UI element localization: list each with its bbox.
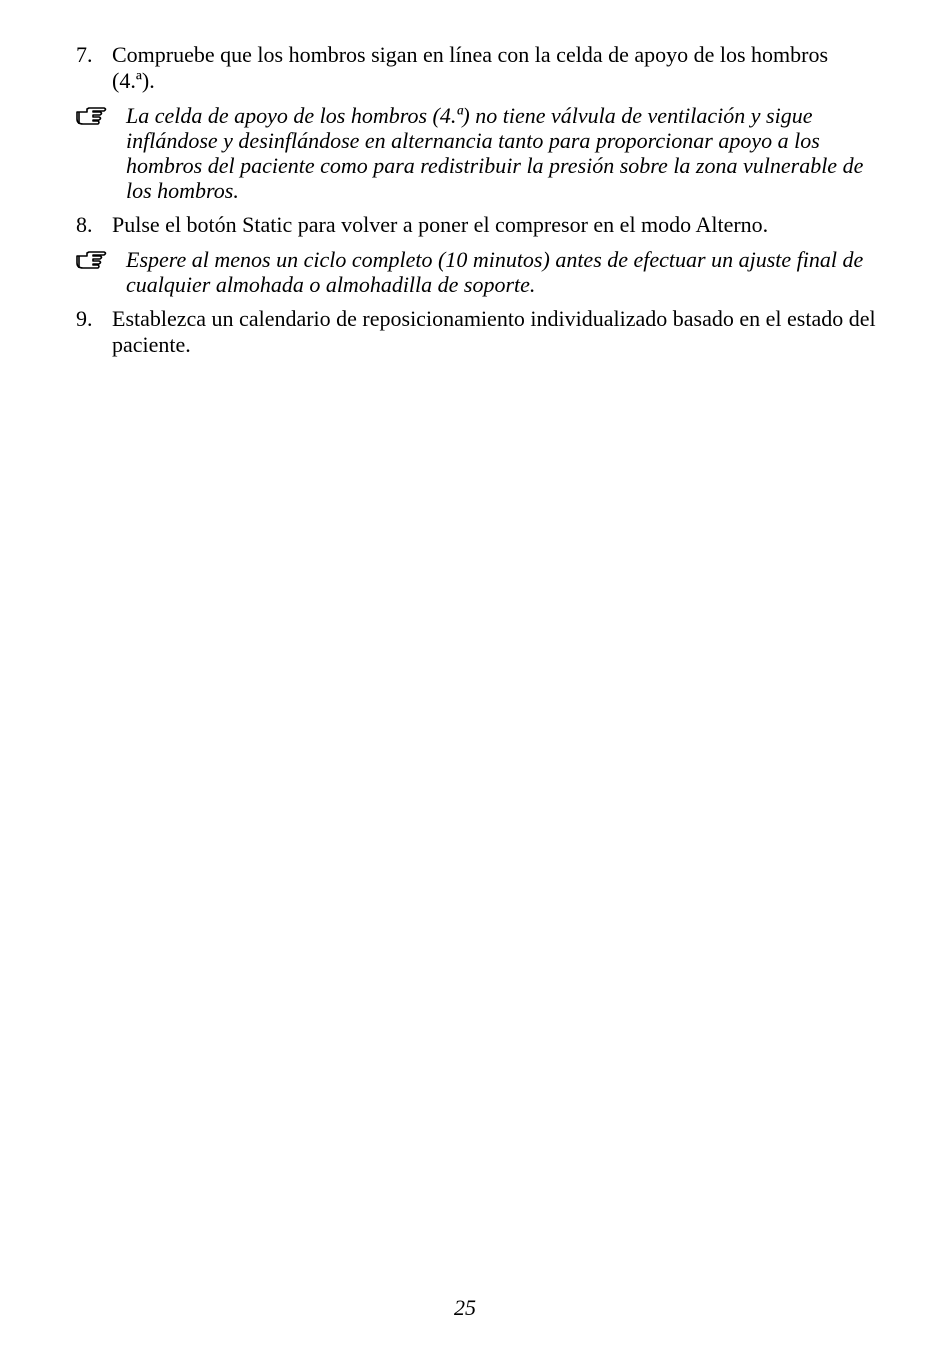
step-text: Compruebe que los hombros sigan en línea con la celda de apoyo de los hombros (4.ª). xyxy=(112,42,829,93)
note-step-7 xyxy=(76,103,876,203)
pointing-hand-icon xyxy=(76,250,108,270)
step-7 xyxy=(76,42,876,94)
step-text: Pulse el botón Static para volver a poner el compresor en el modo Alterno. xyxy=(112,212,769,237)
instructions-content xyxy=(76,42,876,367)
step-9 xyxy=(76,306,876,358)
pointing-hand-icon xyxy=(76,106,108,126)
step-number: 9. xyxy=(76,306,93,331)
note-text: La celda de apoyo de los hombros (4.ª) no tiene válvula de ventilación y sigue inflándose y desinflándose en alternancia tanto para proporcionar apoyo a los hombros del paciente como para redistribuir la presión sobre la zona vulnerable de los hombros. xyxy=(126,103,864,203)
step-number: 8. xyxy=(76,212,93,237)
step-text: Establezca un calendario de reposicionamiento individualizado basado en el estado del paciente. xyxy=(112,306,876,357)
step-8 xyxy=(76,212,876,238)
page-number: 25 xyxy=(454,1295,476,1320)
note-step-8 xyxy=(76,247,876,297)
note-text: Espere al menos un ciclo completo (10 minutos) antes de efectuar un ajuste final de cualquier almohada o almohadilla de soporte. xyxy=(126,247,864,297)
step-number: 7. xyxy=(76,42,93,67)
